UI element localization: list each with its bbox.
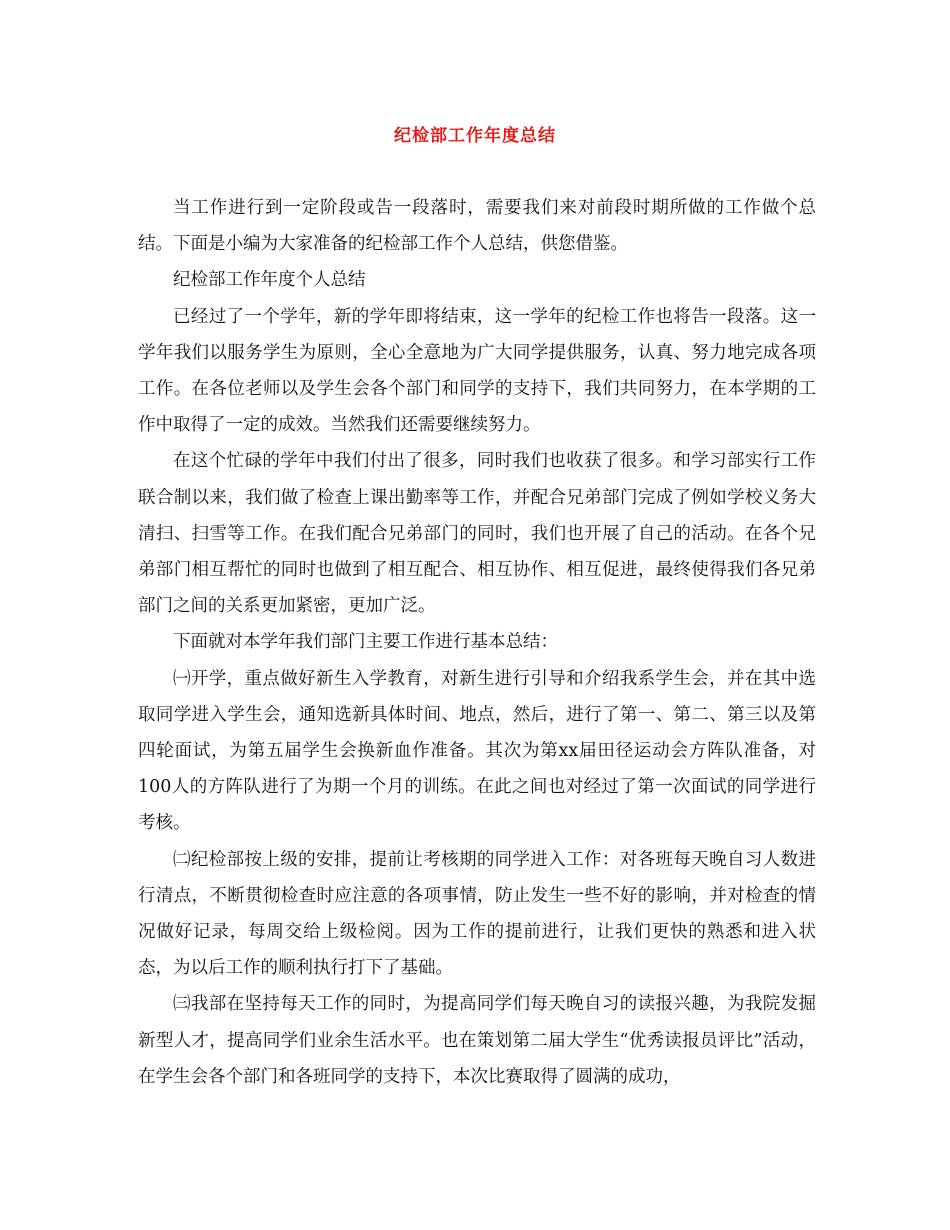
- paragraph-item-1: ㈠开学，重点做好新生入学教育，对新生进行引导和介绍我系学生会，并在其中选取同学进入学生会，通知选新具体时间、地点，然后，进行了第一、第二、第三以及第四轮面试，为第五届学生会换新血作准备。其次为第xx届田径运动会方阵队准备，对100人的方阵队进行了为期一个月的训练。在此之间也对经过了第一次面试的同学进行考核。: [138, 668, 816, 834]
- paragraph-overview: 已经过了一个学年，新的学年即将结束，这一学年的纪检工作也将告一段落。这一学年我们以服务学生为原则，全心全意地为广大同学提供服务，认真、努力地完成各项工作。在各位老师以及学生会各个部门和同学的支持下，我们共同努力，在本学期的工作中取得了一定的成效。当然我们还需要继续努力。: [138, 306, 816, 436]
- paragraph-intro: 当工作进行到一定阶段或告一段落时，需要我们来对前段时期所做的工作做个总结。下面是小编为大家准备的纪检部工作个人总结，供您借鉴。: [138, 198, 816, 255]
- paragraph-summary-lead: 下面就对本学年我们部门主要工作进行基本总结：: [173, 632, 558, 653]
- document-body: [138, 190, 816, 1095]
- paragraph-item-3: ㈢我部在坚持每天工作的同时，为提高同学们每天晚自习的读报兴趣，为我院发掘新型人才，提高同学们业余生活水平。也在策划第二届大学生“优秀读报员评比”活动，在学生会各个部门和各班同学的支持下，本次比赛取得了圆满的成功，: [138, 994, 816, 1087]
- paragraph-item-2: ㈡纪检部按上级的安排，提前让考核期的同学进入工作：对各班每天晚自习人数进行清点，不断贯彻检查时应注意的各项事情，防止发生一些不好的影响，并对检查的情况做好记录，每周交给上级检阅。因为工作的提前进行，让我们更快的熟悉和进入状态，为以后工作的顺利执行打下了基础。: [138, 849, 816, 979]
- paragraph-subtitle: 纪检部工作年度个人总结: [173, 270, 366, 291]
- paragraph-cooperation: 在这个忙碌的学年中我们付出了很多，同时我们也收获了很多。和学习部实行工作联合制以来，我们做了检查上课出勤率等工作，并配合兄弟部门完成了例如学校义务大清扫、扫雪等工作。在我们配合兄弟部门的同时，我们也开展了自己的活动。在各个兄弟部门相互帮忙的同时也做到了相互配合、相互协作、相互促进，最终使得我们各兄弟部门之间的关系更加紧密，更加广泛。: [138, 451, 816, 617]
- document-title: 纪检部工作年度总结: [394, 126, 556, 146]
